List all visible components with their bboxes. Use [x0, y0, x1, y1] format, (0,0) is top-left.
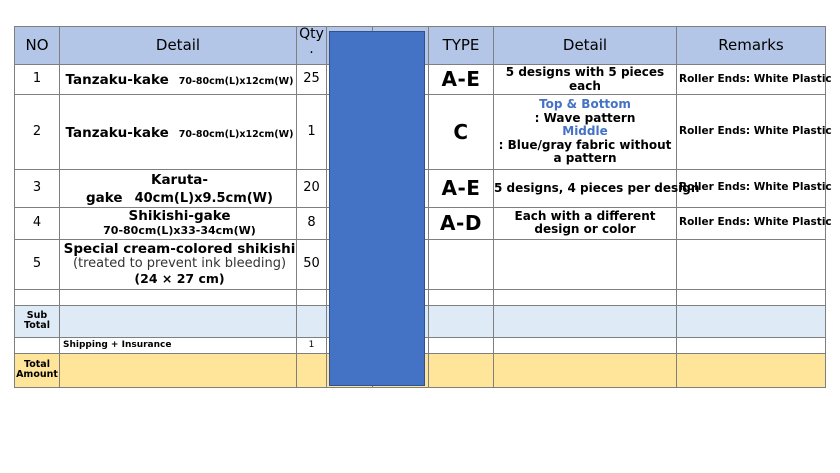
- header-qty-label: Qty: [299, 26, 324, 42]
- row-qty: 25: [297, 65, 327, 95]
- header-detail-2: Detail: [494, 27, 677, 65]
- row-remarks: [677, 239, 826, 289]
- row-remarks: Roller Ends: White Plastic: [677, 95, 826, 170]
- header-qty: [297, 27, 327, 65]
- row-detail: [60, 239, 297, 289]
- subtotal-label-line2: Total: [24, 320, 50, 332]
- row-detail: [60, 207, 297, 239]
- header-qty-dot: .: [309, 40, 314, 57]
- detail-fabric: : Blue/gray fabric without a pattern: [498, 137, 672, 166]
- item-name: Shikishi-gake: [128, 208, 231, 225]
- row-qty: 50: [297, 239, 327, 289]
- row-type-detail: [494, 95, 677, 170]
- item-size: (24 × 27 cm): [134, 270, 225, 286]
- row-type-detail: 5 designs with 5 pieces each: [494, 65, 677, 95]
- redaction-block: [329, 31, 425, 386]
- subtotal-label-line1: Sub: [26, 309, 48, 321]
- shipping-label: Shipping + Insurance: [60, 337, 297, 353]
- row-no: 1: [15, 65, 60, 95]
- row-qty: 8: [297, 207, 327, 239]
- row-no: 3: [15, 170, 60, 208]
- row-detail: [60, 65, 297, 95]
- total-label-line1: Total: [24, 358, 50, 370]
- shipping-qty: 1: [297, 337, 327, 353]
- row-type-detail: [494, 239, 677, 289]
- row-qty: 20: [297, 170, 327, 208]
- row-type: A-E: [429, 170, 494, 208]
- row-type: A-D: [429, 207, 494, 239]
- item-size: 40cm(L)x9.5cm(W): [134, 191, 273, 207]
- subtotal-label: [15, 305, 60, 337]
- header-remarks: Remarks: [677, 27, 826, 65]
- item-size: 70-80cm(L)x33-34cm(W): [103, 223, 256, 237]
- row-type: A-E: [429, 65, 494, 95]
- header-type: TYPE: [429, 27, 494, 65]
- item-size: 70-80cm(L)x12cm(W): [178, 76, 294, 88]
- detail-top-bottom: Top & Bottom: [539, 97, 631, 112]
- item-name: Special cream-colored shikishi: [63, 241, 296, 258]
- row-qty: 1: [297, 95, 327, 170]
- row-no: 5: [15, 239, 60, 289]
- total-label-line2: Amount: [16, 369, 58, 381]
- detail-middle: Middle: [562, 124, 608, 139]
- row-no: 2: [15, 95, 60, 170]
- item-size: 70-80cm(L)x12cm(W): [178, 128, 294, 140]
- header-detail: Detail: [60, 27, 297, 65]
- row-detail: [60, 95, 297, 170]
- row-type-detail: Each with a different design or color: [494, 207, 677, 239]
- row-type: C: [429, 95, 494, 170]
- item-name: Tanzaku-kake: [65, 124, 169, 141]
- total-label: [15, 353, 60, 387]
- row-type: [429, 239, 494, 289]
- row-remarks: Roller Ends: White Plastic: [677, 65, 826, 95]
- row-type-detail: 5 designs, 4 pieces per design: [494, 170, 677, 208]
- row-remarks: Roller Ends: White Plastic: [677, 207, 826, 239]
- item-name: Tanzaku-kake: [65, 72, 169, 89]
- item-note: (treated to prevent ink bleeding): [72, 256, 287, 272]
- row-detail: [60, 170, 297, 208]
- row-no: 4: [15, 207, 60, 239]
- detail-wave: : Wave pattern: [534, 110, 636, 125]
- item-name: Karuta-gake: [86, 172, 208, 207]
- row-remarks: Roller Ends: White Plastic: [677, 170, 826, 208]
- header-no: NO: [15, 27, 60, 65]
